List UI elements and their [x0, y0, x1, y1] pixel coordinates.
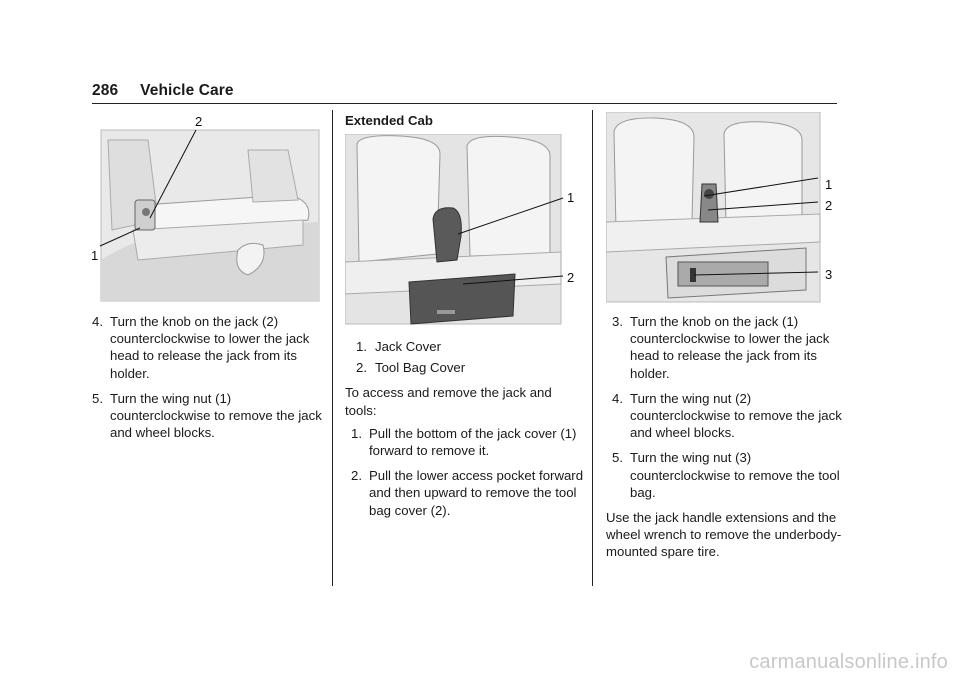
legend-item — [345, 359, 585, 376]
step-text: Pull the lower access pocket forward and then upward to remove the tool bag cover (2). — [369, 468, 584, 518]
page-header — [92, 82, 234, 100]
list-item — [606, 313, 842, 382]
closing-paragraph: Use the jack handle extensions and the wheel wrench to remove the underbody-mounted spare tire. — [606, 510, 842, 560]
column-divider-2 — [592, 110, 593, 586]
step-text: Turn the wing nut (1) counterclockwise to remove the jack and wheel blocks. — [110, 390, 322, 441]
column-3-text — [606, 313, 842, 567]
figure-3-illustration — [606, 112, 840, 304]
legend-label: Jack Cover — [375, 339, 441, 354]
figure-jack-location-extended-cab — [606, 112, 840, 304]
step-text: Pull the bottom of the jack cover (1) forward to remove it. — [369, 425, 577, 459]
step-number: 5. — [92, 390, 103, 406]
step-number: 4. — [612, 390, 623, 406]
step-text: Turn the wing nut (2) counterclockwise to remove the jack and wheel blocks. — [630, 390, 842, 441]
header-rule — [92, 103, 837, 104]
figure-3-callout-2: 2 — [825, 198, 833, 213]
column-divider-1 — [332, 110, 333, 586]
list-item — [606, 390, 842, 442]
section-title: Vehicle Care — [140, 82, 234, 99]
list-item — [345, 467, 585, 519]
figure-jack-location-crew — [88, 110, 322, 304]
intro-paragraph: To access and remove the jack and tools: — [345, 385, 552, 418]
step-text: Turn the knob on the jack (1) counterclockwise to lower the jack head to release the jack from its holder. — [630, 314, 830, 381]
legend-item — [345, 338, 585, 355]
watermark: carmanualsonline.info — [749, 651, 948, 673]
figure-2-illustration — [345, 134, 580, 326]
step-number: 3. — [612, 314, 623, 329]
legend-number: 2. — [356, 360, 367, 376]
list-item — [92, 313, 324, 382]
page-number: 286 — [92, 82, 119, 99]
figure-1-illustration — [88, 110, 322, 304]
column-2-text — [345, 338, 585, 527]
step-number: 2. — [351, 468, 362, 484]
step-number: 4. — [92, 314, 103, 329]
list-item — [92, 390, 324, 442]
legend-number: 1. — [356, 339, 367, 354]
step-text: Turn the wing nut (3) counterclockwise to remove the tool bag. — [630, 450, 840, 500]
step-text: Turn the knob on the jack (2) counterclockwise to lower the jack head to release the jack from its holder. — [110, 314, 310, 381]
subheading-extended-cab: Extended Cab — [345, 113, 433, 128]
column-1-text — [92, 313, 324, 449]
list-item — [606, 449, 842, 501]
figure-3-callout-3: 3 — [825, 267, 833, 282]
figure-1-callout-2: 2 — [195, 114, 203, 129]
figure-2-callout-2: 2 — [567, 270, 575, 285]
list-item — [345, 425, 585, 459]
figure-3-callout-1: 1 — [825, 177, 833, 192]
step-number: 1. — [351, 425, 362, 441]
figure-1-callout-1: 1 — [91, 248, 99, 263]
step-number: 5. — [612, 450, 623, 466]
figure-2-callout-1: 1 — [567, 190, 575, 205]
legend-label: Tool Bag Cover — [375, 360, 466, 376]
figure-jack-cover-extended-cab — [345, 134, 580, 326]
